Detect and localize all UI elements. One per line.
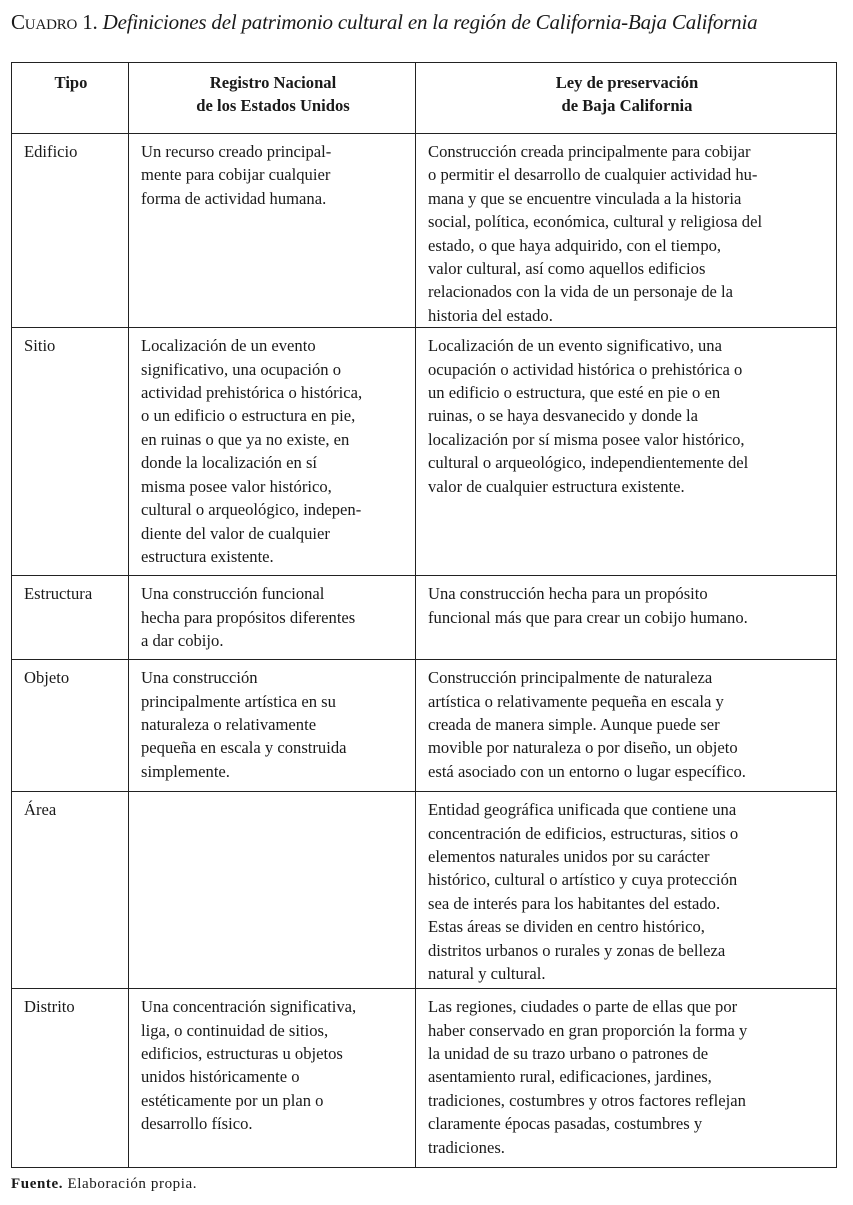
cell-ley: Construcción principalmente de naturaleza artística o relativamente pequeña en escala y creada de manera simple. Aunque puede ser movible por naturaleza o por diseño, un objeto está asociado con un entorno o lugar específico. xyxy=(416,660,837,792)
cell-tipo: Área xyxy=(12,792,129,989)
cell-ley: Localización de un evento significativo, una ocupación o actividad histórica o prehistórica o un edificio o estructura, que esté en pie o en ruinas, o se haya desvanecido y donde la localización por sí misma posee valor histórico, cultural o arqueológico, independientemente del valor de cualquier estructura existente. xyxy=(416,328,837,576)
header-ley: Ley de preservación de Baja California xyxy=(416,63,837,134)
header-row xyxy=(12,63,837,134)
cell-ley: Una construcción hecha para un propósito funcional más que para crear un cobijo humano. xyxy=(416,576,837,660)
cell-registro: Una concentración significativa, liga, o continuidad de sitios, edificios, estructuras u objetos unidos históricamente o estéticamente por un plan o desarrollo físico. xyxy=(129,989,416,1168)
cell-ley: Entidad geográfica unificada que contiene una concentración de edificios, estructuras, sitios o elementos naturales unidos por su carácter histórico, cultural o artístico y cuya protección sea de interés para los habitantes del estado. Estas áreas se dividen en centro histórico, distritos urbanos o rurales y zonas de belleza natural y cultural. xyxy=(416,792,837,989)
source-text: Elaboración propia. xyxy=(67,1176,198,1192)
header-tipo: Tipo xyxy=(12,63,129,134)
cell-tipo: Objeto xyxy=(12,660,129,792)
source-note xyxy=(11,1176,197,1193)
cell-tipo: Sitio xyxy=(12,328,129,576)
table-row xyxy=(12,989,837,1168)
table-row xyxy=(12,134,837,328)
cell-registro: Una construcción principalmente artística en su naturaleza o relativamente pequeña en escala y construida simplemente. xyxy=(129,660,416,792)
cell-registro xyxy=(129,792,416,989)
heritage-definitions-table xyxy=(11,62,837,1168)
cell-registro: Localización de un evento significativo, una ocupación o actividad prehistórica o histórica, o un edificio o estructura en pie, en ruinas o que ya no existe, en donde la localización en sí misma posee valor histórico, cultural o arqueológico, indepen- diente del valor de cualquier estructura existente. xyxy=(129,328,416,576)
table-caption xyxy=(11,10,757,35)
cell-registro: Una construcción funcional hecha para propósitos diferentes a dar cobijo. xyxy=(129,576,416,660)
table-row xyxy=(12,660,837,792)
cell-registro: Un recurso creado principal- mente para cobijar cualquier forma de actividad humana. xyxy=(129,134,416,328)
cell-tipo: Edificio xyxy=(12,134,129,328)
source-label: Fuente. xyxy=(11,1176,64,1192)
cell-ley: Las regiones, ciudades o parte de ellas que por haber conservado en gran proporción la forma y la unidad de su trazo urbano o patrones de asentamiento rural, edificaciones, jardines, tradiciones, costumbres y otros factores reflejan claramente épocas pasadas, costumbres y tradiciones. xyxy=(416,989,837,1168)
cell-tipo: Estructura xyxy=(12,576,129,660)
cell-tipo: Distrito xyxy=(12,989,129,1168)
cell-ley: Construcción creada principalmente para cobijar o permitir el desarrollo de cualquier actividad hu- mana y que se encuentre vinculada a la historia social, política, económica, cultural y religiosa del estado, o que haya adquirido, con el tiempo, valor cultural, así como aquellos edificios relacionados con la vida de un personaje de la historia del estado. xyxy=(416,134,837,328)
table-row xyxy=(12,328,837,576)
caption-text: Definiciones del patrimonio cultural en la región de California-Baja California xyxy=(102,10,758,34)
table-row xyxy=(12,576,837,660)
table-row xyxy=(12,792,837,989)
header-registro: Registro Nacional de los Estados Unidos xyxy=(129,63,416,134)
caption-label: Cuadro 1. xyxy=(11,10,98,34)
